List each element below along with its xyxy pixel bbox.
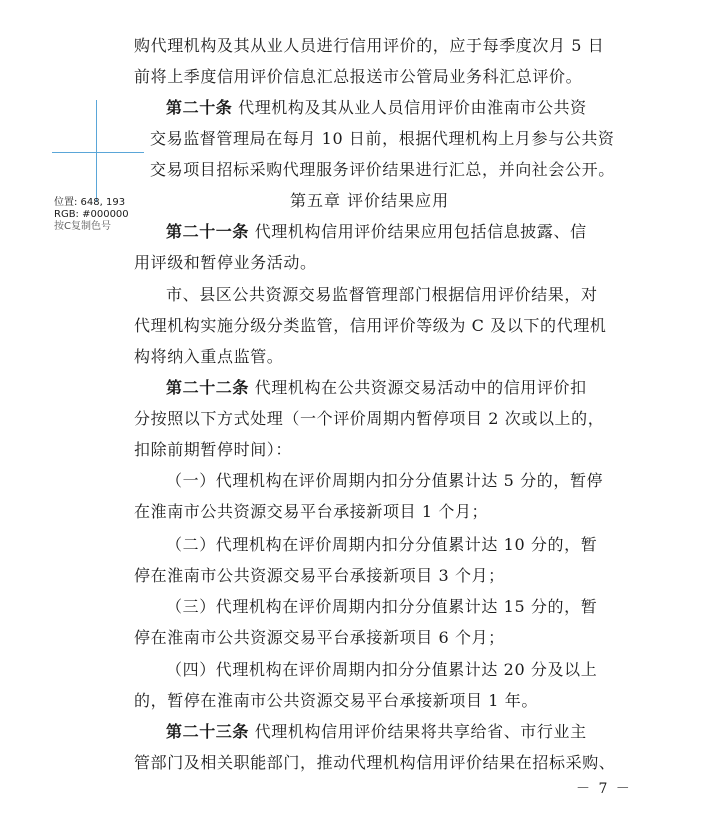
article-22-line: 第二十二条 代理机构在公共资源交易活动中的信用评价扣 bbox=[166, 378, 587, 397]
text-line: 管部门及相关职能部门，推动代理机构信用评价结果在招标采购、 bbox=[134, 753, 616, 772]
page-number: － 7 － bbox=[576, 781, 632, 797]
picker-copy-hint: 按C复制色号 bbox=[54, 221, 111, 232]
picker-rgb: RGB: #000000 bbox=[54, 209, 129, 220]
article-21-line: 第二十一条 代理机构信用评价结果应用包括信息披露、信 bbox=[166, 222, 587, 241]
list-item-2: （二）代理机构在评价周期内扣分分值累计达 10 分的，暂 bbox=[166, 535, 598, 554]
color-picker-readout bbox=[54, 197, 129, 233]
text-line: 代理机构实施分级分类监管，信用评价等级为 C 及以下的代理机 bbox=[134, 316, 607, 335]
text-line: 用评级和暂停业务活动。 bbox=[134, 253, 317, 272]
text-line: 扣除前期暂停时间）： bbox=[134, 440, 293, 459]
picker-crosshair-horizontal bbox=[52, 152, 144, 153]
text-line: 购代理机构及其从业人员进行信用评价的，应于每季度次月 5 日 bbox=[134, 36, 605, 55]
text-line: 在淮南市公共资源交易平台承接新项目 1 个月； bbox=[134, 502, 489, 521]
text-line: 停在淮南市公共资源交易平台承接新项目 3 个月； bbox=[134, 566, 505, 585]
text-line: 构将纳入重点监管。 bbox=[134, 347, 284, 366]
list-item-4: （四）代理机构在评价周期内扣分分值累计达 20 分及以上 bbox=[166, 660, 598, 679]
picker-position: 位置: 648, 193 bbox=[54, 197, 126, 208]
list-item-1: （一）代理机构在评价周期内扣分分值累计达 5 分的，暂停 bbox=[166, 471, 604, 490]
chapter-heading: 第五章 评价结果应用 bbox=[290, 191, 450, 210]
text-line: 交易项目招标采购代理服务评价结果进行汇总，并向社会公开。 bbox=[150, 160, 615, 179]
text-line: 交易监督管理局在每月 10 日前，根据代理机构上月参与公共资 bbox=[150, 129, 615, 148]
article-23-line: 第二十三条 代理机构信用评价结果将共享给省、市行业主 bbox=[166, 722, 587, 741]
text-line: 前将上季度信用评价信息汇总报送市公管局业务科汇总评价。 bbox=[134, 67, 583, 86]
list-item-3: （三）代理机构在评价周期内扣分分值累计达 15 分的，暂 bbox=[166, 597, 598, 616]
text-line: 市、县区公共资源交易监督管理部门根据信用评价结果，对 bbox=[166, 285, 598, 304]
text-line: 的，暂停在淮南市公共资源交易平台承接新项目 1 年。 bbox=[134, 691, 538, 710]
text-line: 分按照以下方式处理（一个评价周期内暂停项目 2 次或以上的， bbox=[134, 409, 605, 428]
picker-crosshair-vertical bbox=[96, 100, 97, 202]
text-line: 停在淮南市公共资源交易平台承接新项目 6 个月； bbox=[134, 628, 505, 647]
article-20-line: 第二十条 代理机构及其从业人员信用评价由淮南市公共资 bbox=[166, 98, 587, 117]
